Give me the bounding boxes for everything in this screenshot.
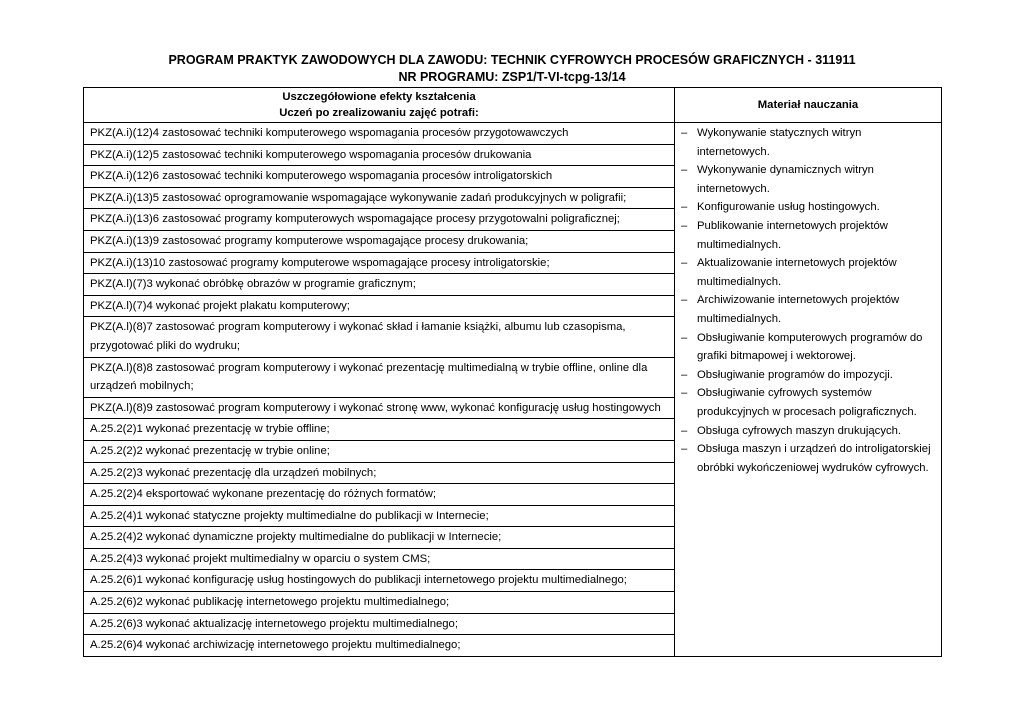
material-text: Konfigurowanie usług hostingowych. <box>697 201 880 214</box>
material-item <box>681 124 935 161</box>
effect-cell: PKZ(A.i)(13)5 zastosować oprogramowanie wspomagające wykonywanie zadań produkcyjnych w poligrafii; <box>84 187 675 209</box>
material-text: Obsługiwanie komputerowych programów do grafiki bitmapowej i wektorowej. <box>697 331 923 363</box>
effect-cell: A.25.2(2)4 eksportować wykonane prezentację do różnych formatów; <box>84 484 675 506</box>
effect-cell: A.25.2(2)1 wykonać prezentację w trybie offline; <box>84 419 675 441</box>
page-title: PROGRAM PRAKTYK ZAWODOWYCH DLA ZAWODU: TECHNIK CYFROWYCH PROCESÓW GRAFICZNYCH - 311911 <box>168 53 856 67</box>
dash-bullet: – <box>681 443 688 456</box>
table-body <box>84 123 942 657</box>
material-item <box>681 329 935 366</box>
material-item <box>681 366 935 385</box>
material-item <box>681 384 935 421</box>
effect-cell: A.25.2(4)3 wykonać projekt multimedialny w oparciu o system CMS; <box>84 548 675 570</box>
dash-bullet: – <box>681 127 688 139</box>
dash-bullet: – <box>681 368 688 381</box>
material-text: Obsługiwanie programów do impozycji. <box>697 368 893 381</box>
effect-cell: PKZ(A.i)(12)6 zastosować techniki komputerowego wspomagania procesów introligatorskich <box>84 166 675 188</box>
effects-header-line1: Uszczegółowione efekty kształcenia <box>282 91 476 103</box>
effect-cell: PKZ(A.l)(8)7 zastosować program komputerowy i wykonać skład i łamanie książki, albumu lub czasopisma, przygotować pliki do wydruku; <box>84 317 675 357</box>
effect-cell: A.25.2(6)2 wykonać publikację internetowego projektu multimedialnego; <box>84 592 675 614</box>
effect-cell: PKZ(A.l)(8)8 zastosować program komputerowy i wykonać prezentację multimedialną w trybie offline, online dla urządzeń mobilnych; <box>84 357 675 397</box>
effect-cell: PKZ(A.i)(13)6 zastosować programy komputerowych wspomagające procesy przygotowalni poligraficznej; <box>84 209 675 231</box>
effect-cell: A.25.2(2)3 wykonać prezentację dla urządzeń mobilnych; <box>84 462 675 484</box>
dash-bullet: – <box>681 424 688 437</box>
material-item <box>681 198 935 217</box>
program-number: NR PROGRAMU: ZSP1/T-VI-tcpg-13/14 <box>398 70 626 84</box>
effect-cell: A.25.2(6)3 wykonać aktualizację internetowego projektu multimedialnego; <box>84 613 675 635</box>
material-item <box>681 422 935 441</box>
material-text: Obsługa maszyn i urządzeń do introligatorskiej obróbki wykończeniowej wydruków cyfrowych. <box>697 443 931 474</box>
material-text: Aktualizowanie internetowych projektów multimedialnych. <box>697 257 897 288</box>
dash-bullet: – <box>681 257 688 270</box>
program-table <box>83 87 942 657</box>
dash-bullet: – <box>681 331 688 344</box>
material-text: Publikowanie internetowych projektów multimedialnych. <box>697 219 888 251</box>
material-text: Obsługiwanie cyfrowych systemów produkcyjnych w procesach poligraficznych. <box>697 387 917 418</box>
material-text: Obsługa cyfrowych maszyn drukujących. <box>697 424 902 437</box>
dash-bullet: – <box>681 294 688 307</box>
dash-bullet: – <box>681 201 688 214</box>
dash-bullet: – <box>681 219 688 232</box>
table-row <box>84 123 942 145</box>
effect-cell: A.25.2(2)2 wykonać prezentację w trybie online; <box>84 440 675 462</box>
materials-cell <box>675 123 942 657</box>
effect-cell: PKZ(A.i)(13)9 zastosować programy komputerowe wspomagające procesy drukowania; <box>84 230 675 252</box>
material-text: Archiwizowanie internetowych projektów multimedialnych. <box>697 294 900 325</box>
dash-bullet: – <box>681 387 688 400</box>
effect-cell: PKZ(A.l)(8)9 zastosować program komputerowy i wykonać stronę www, wykonać konfigurację usług hostingowych <box>84 397 675 419</box>
materials-column-header: Materiał nauczania <box>675 88 942 123</box>
effect-cell: A.25.2(4)2 wykonać dynamiczne projekty multimedialne do publikacji w Internecie; <box>84 527 675 549</box>
material-text: Wykonywanie dynamicznych witryn internetowych. <box>697 164 874 195</box>
effect-cell: PKZ(A.l)(7)3 wykonać obróbkę obrazów w programie graficznym; <box>84 274 675 296</box>
effects-column-header <box>84 88 675 123</box>
table-header-row <box>84 88 942 123</box>
material-item <box>681 217 935 254</box>
material-item <box>681 291 935 328</box>
effect-cell: A.25.2(6)1 wykonać konfigurację usług hostingowych do publikacji internetowego projektu multimedialnego; <box>84 570 675 592</box>
effect-cell: PKZ(A.i)(12)5 zastosować techniki komputerowego wspomagania procesów drukowania <box>84 144 675 166</box>
effect-cell: A.25.2(4)1 wykonać statyczne projekty multimedialne do publikacji w Internecie; <box>84 505 675 527</box>
dash-bullet: – <box>681 164 688 177</box>
material-item <box>681 254 935 291</box>
material-item <box>681 440 935 477</box>
effect-cell: PKZ(A.l)(7)4 wykonać projekt plakatu komputerowy; <box>84 295 675 317</box>
material-item <box>681 161 935 198</box>
material-text: Wykonywanie statycznych witryn internetowych. <box>697 127 862 158</box>
effect-cell: A.25.2(6)4 wykonać archiwizację internetowego projektu multimedialnego; <box>84 635 675 657</box>
effect-cell: PKZ(A.i)(12)4 zastosować techniki komputerowego wspomagania procesów przygotowawczych <box>84 123 675 145</box>
effects-header-line2: Uczeń po zrealizowaniu zajęć potrafi: <box>279 107 479 119</box>
effect-cell: PKZ(A.i)(13)10 zastosować programy komputerowe wspomagające procesy introligatorskie; <box>84 252 675 274</box>
